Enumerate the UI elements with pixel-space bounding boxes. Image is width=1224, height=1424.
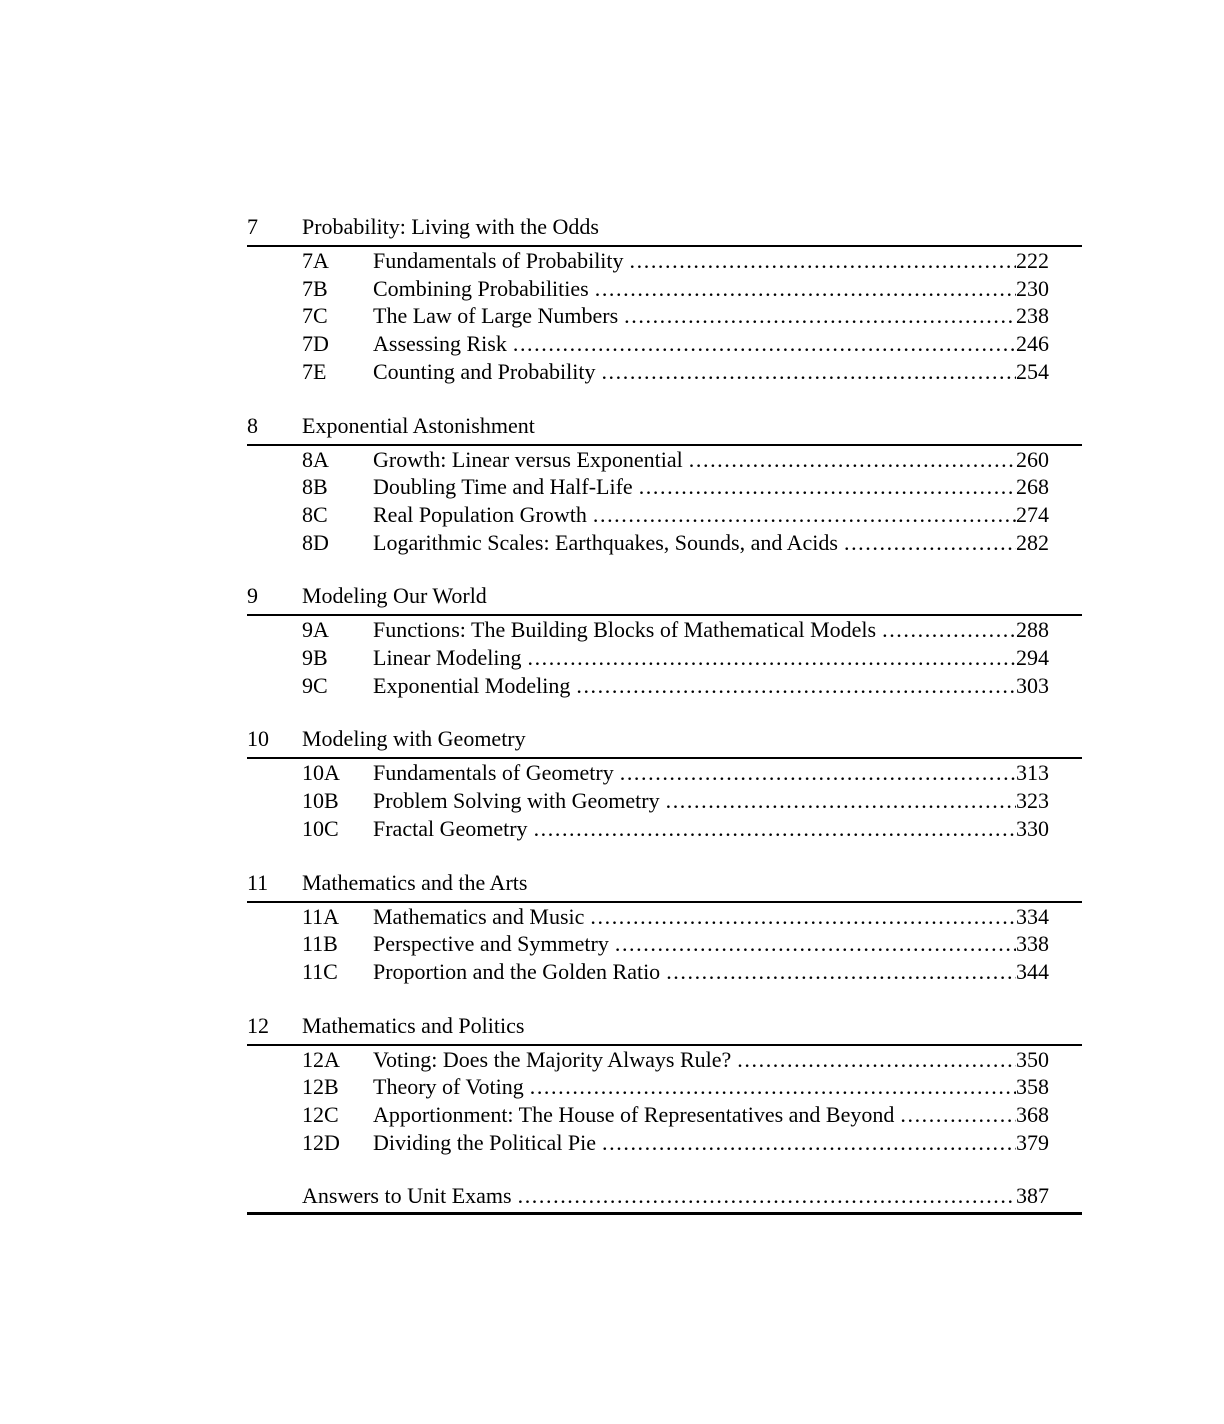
chapter-heading	[247, 214, 1082, 247]
section-page-number: 282	[1016, 529, 1049, 555]
section-code: 8B	[302, 474, 328, 500]
toc-entry	[302, 815, 1082, 843]
section-code: 10B	[302, 788, 339, 814]
section-page-number: 268	[1016, 474, 1049, 500]
chapter-title: Modeling with Geometry	[302, 726, 526, 752]
dot-leader	[620, 759, 1016, 787]
section-code: 12C	[302, 1102, 339, 1128]
dot-leader	[602, 1129, 1016, 1157]
section-page-number: 288	[1016, 617, 1049, 643]
chapter-heading	[247, 1013, 1082, 1046]
section-code: 8D	[302, 529, 329, 555]
toc-entry	[302, 930, 1082, 958]
section-code: 12D	[302, 1129, 340, 1155]
section-code: 7A	[302, 248, 329, 273]
chapter-number: 12	[247, 1012, 269, 1038]
chapter-block	[247, 726, 1082, 842]
section-page-number: 274	[1016, 501, 1049, 527]
section-code: 11C	[302, 958, 338, 984]
toc-entry	[302, 1073, 1082, 1101]
dot-leader	[595, 275, 1016, 303]
chapter-number: 10	[247, 726, 269, 752]
section-page-number: 222	[1016, 248, 1049, 273]
section-page-number: 368	[1016, 1102, 1049, 1128]
section-title: Growth: Linear versus Exponential	[373, 446, 683, 472]
chapter-number: 11	[247, 869, 269, 895]
dot-leader	[666, 787, 1016, 815]
dot-leader	[601, 358, 1016, 386]
section-page-number: 294	[1016, 645, 1049, 671]
section-page-number: 379	[1016, 1129, 1049, 1155]
chapter-list	[247, 214, 1082, 1156]
section-title: Exponential Modeling	[373, 672, 571, 698]
dot-leader	[593, 501, 1016, 529]
toc-entry	[302, 903, 1082, 931]
toc-entry	[302, 616, 1082, 644]
chapter-number: 8	[247, 412, 258, 438]
toc-entry	[302, 1046, 1082, 1074]
section-title: Doubling Time and Half-Life	[373, 474, 633, 500]
toc-entry	[302, 330, 1082, 358]
section-page-number: 230	[1016, 275, 1049, 301]
chapter-title: Mathematics and the Arts	[302, 869, 528, 895]
toc-entry	[302, 247, 1082, 275]
section-code: 10C	[302, 815, 339, 841]
section-title: The Law of Large Numbers	[373, 303, 619, 329]
chapter-sections	[247, 446, 1082, 557]
chapter-title: Mathematics and Politics	[302, 1012, 525, 1038]
table-of-contents	[247, 214, 1082, 1215]
chapter-block	[247, 413, 1082, 557]
section-code: 8C	[302, 501, 328, 527]
toc-entry	[302, 958, 1082, 986]
dot-leader	[590, 903, 1016, 931]
section-title: Linear Modeling	[373, 645, 522, 671]
dot-leader	[689, 446, 1016, 474]
section-page-number: 344	[1016, 958, 1049, 984]
chapter-block	[247, 1013, 1082, 1157]
section-page-number: 313	[1016, 760, 1049, 786]
section-code: 11B	[302, 931, 338, 957]
toc-entry	[302, 787, 1082, 815]
section-title: Combining Probabilities	[373, 275, 589, 301]
toc-entry	[302, 446, 1082, 474]
chapter-block	[247, 870, 1082, 986]
toc-entry	[302, 302, 1082, 330]
dot-leader	[900, 1101, 1016, 1129]
toc-entry	[302, 275, 1082, 303]
section-title: Voting: Does the Majority Always Rule?	[373, 1046, 732, 1072]
chapter-heading	[247, 726, 1082, 759]
dot-leader	[527, 644, 1016, 672]
section-title: Assessing Risk	[373, 331, 507, 357]
chapter-sections	[247, 759, 1082, 842]
section-title: Dividing the Political Pie	[373, 1129, 597, 1155]
dot-leader	[882, 616, 1016, 644]
section-page-number: 350	[1016, 1046, 1049, 1072]
dot-leader	[576, 672, 1016, 700]
toc-entry	[302, 358, 1082, 386]
section-page-number: 334	[1016, 903, 1049, 929]
section-title: Problem Solving with Geometry	[373, 788, 660, 814]
toc-entry	[302, 501, 1082, 529]
section-title: Theory of Voting	[373, 1074, 524, 1100]
section-title: Fractal Geometry	[373, 815, 528, 841]
chapter-heading	[247, 870, 1082, 903]
toc-entry	[302, 1183, 1082, 1209]
section-title: Fundamentals of Geometry	[373, 760, 614, 786]
toc-entry	[302, 759, 1082, 787]
dot-leader	[615, 930, 1016, 958]
section-code: 7B	[302, 275, 328, 301]
chapter-title: Modeling Our World	[302, 583, 487, 609]
chapter-number: 9	[247, 583, 258, 609]
section-page-number: 238	[1016, 303, 1049, 329]
dot-leader	[666, 958, 1016, 986]
section-title: Proportion and the Golden Ratio	[373, 958, 661, 984]
chapter-number: 7	[247, 214, 258, 239]
section-page-number: 358	[1016, 1074, 1049, 1100]
chapter-block	[247, 214, 1082, 386]
section-code: 11A	[302, 903, 340, 929]
dot-leader	[530, 1073, 1016, 1101]
section-code: 9B	[302, 645, 328, 671]
section-title: Perspective and Symmetry	[373, 931, 609, 957]
section-title: Mathematics and Music	[373, 903, 585, 929]
dot-leader	[639, 473, 1016, 501]
chapter-heading	[247, 413, 1082, 446]
chapter-title: Exponential Astonishment	[302, 412, 535, 438]
dot-leader	[534, 815, 1016, 843]
dot-leader	[518, 1183, 1016, 1209]
dot-leader	[513, 330, 1016, 358]
section-code: 7D	[302, 331, 329, 357]
section-page-number: 260	[1016, 446, 1049, 472]
section-code: 12A	[302, 1046, 340, 1072]
toc-entry	[302, 672, 1082, 700]
section-title: Counting and Probability	[373, 358, 596, 384]
dot-leader	[737, 1046, 1016, 1074]
section-title: Real Population Growth	[373, 501, 587, 527]
section-title: Functions: The Building Blocks of Mathematical Models	[373, 617, 877, 643]
section-page-number: 254	[1016, 358, 1049, 384]
chapter-block	[247, 583, 1082, 699]
chapter-sections	[247, 616, 1082, 699]
section-title: Logarithmic Scales: Earthquakes, Sounds, and Acids	[373, 529, 838, 555]
back-matter-entry	[247, 1183, 1082, 1215]
section-page-number: 338	[1016, 931, 1049, 957]
chapter-title: Probability: Living with the Odds	[302, 214, 599, 239]
back-matter-page-number: 387	[1016, 1183, 1049, 1209]
section-page-number: 246	[1016, 331, 1049, 357]
chapter-sections	[247, 247, 1082, 386]
section-page-number: 330	[1016, 815, 1049, 841]
section-page-number: 323	[1016, 788, 1049, 814]
section-code: 10A	[302, 760, 340, 786]
section-code: 12B	[302, 1074, 339, 1100]
dot-leader	[844, 529, 1016, 557]
dot-leader	[630, 247, 1016, 275]
toc-entry	[302, 473, 1082, 501]
toc-entry	[302, 529, 1082, 557]
toc-entry	[302, 644, 1082, 672]
chapter-sections	[247, 903, 1082, 986]
section-code: 7E	[302, 358, 327, 384]
dot-leader	[624, 302, 1016, 330]
back-matter-title: Answers to Unit Exams	[302, 1183, 512, 1209]
section-code: 8A	[302, 446, 329, 472]
section-code: 9C	[302, 672, 328, 698]
section-code: 7C	[302, 303, 328, 329]
section-title: Apportionment: The House of Representatives and Beyond	[373, 1102, 895, 1128]
section-page-number: 303	[1016, 672, 1049, 698]
chapter-sections	[247, 1046, 1082, 1157]
toc-entry	[302, 1101, 1082, 1129]
toc-entry	[302, 1129, 1082, 1157]
chapter-heading	[247, 583, 1082, 616]
section-code: 9A	[302, 617, 329, 643]
section-title: Fundamentals of Probability	[373, 248, 624, 273]
